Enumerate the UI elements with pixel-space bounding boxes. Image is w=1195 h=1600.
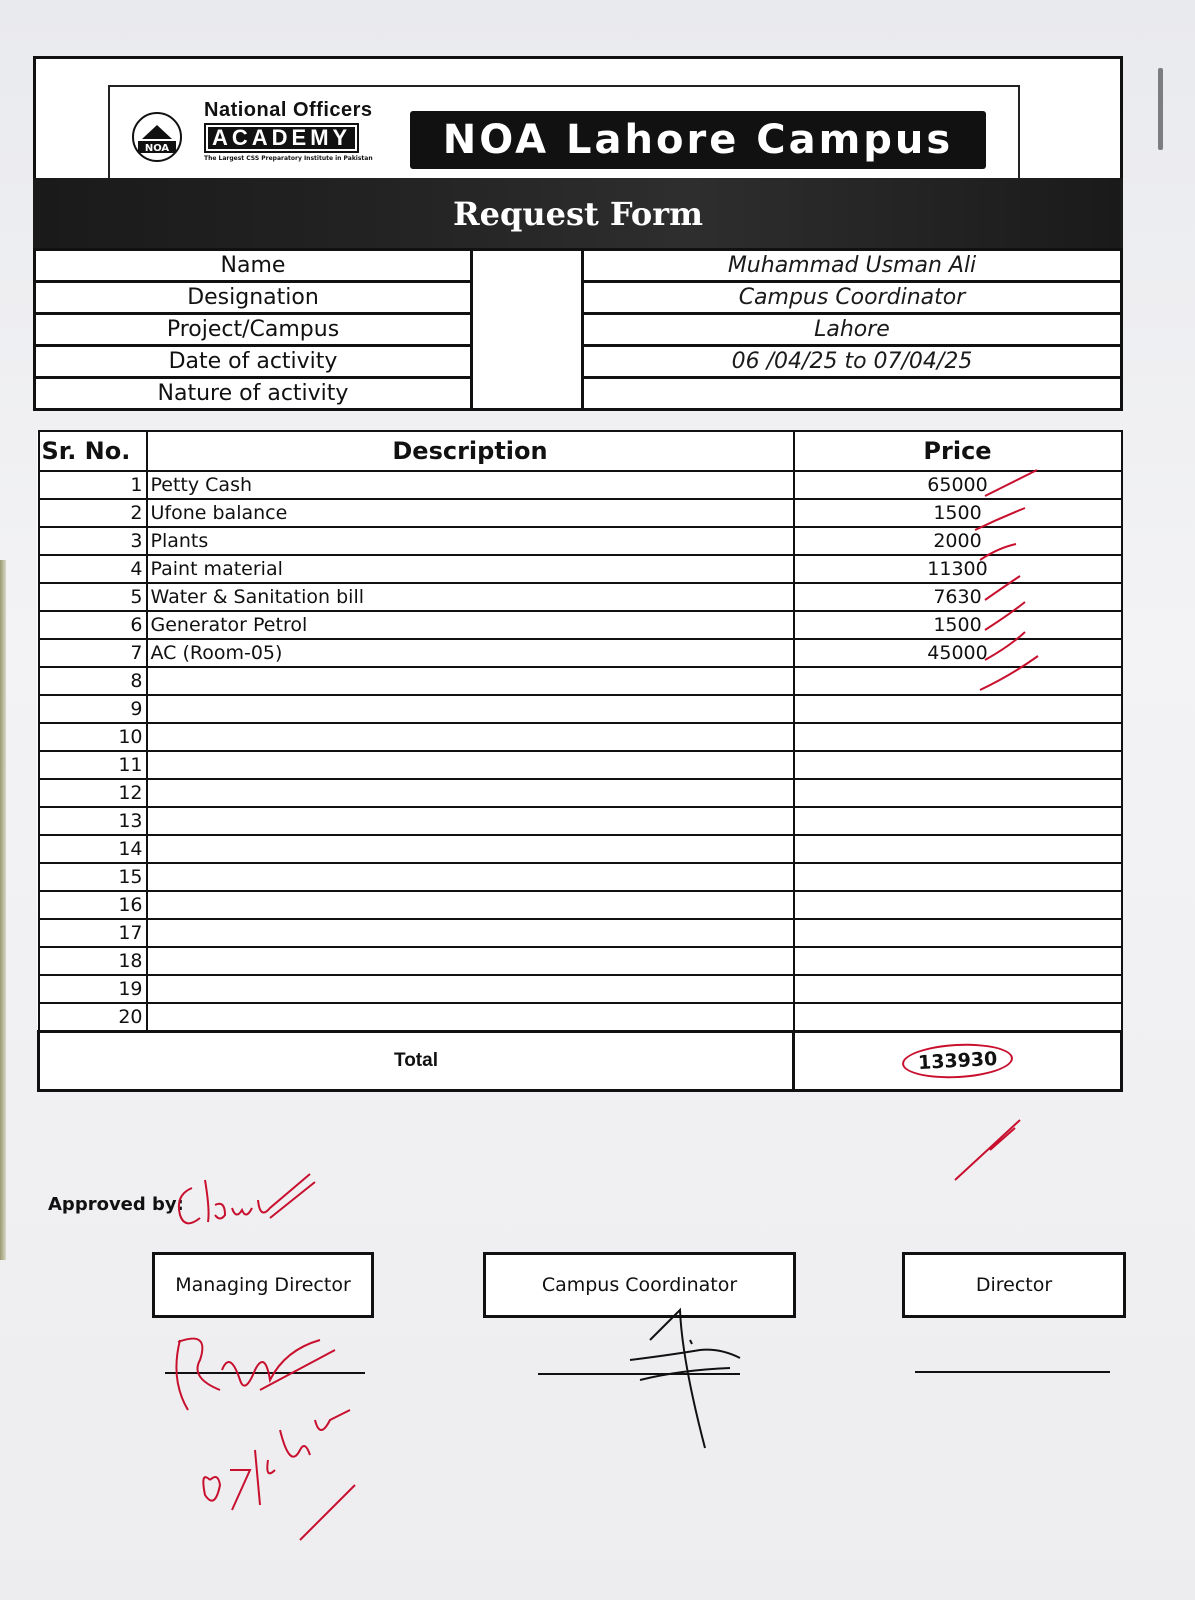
table-row — [39, 723, 1122, 751]
row-description: Petty Cash — [147, 471, 794, 499]
noa-emblem-icon — [122, 105, 192, 165]
table-row — [39, 639, 1122, 667]
row-sr-no: 1 — [39, 471, 147, 499]
items-table — [37, 430, 1123, 1092]
row-price: 45000 — [794, 639, 1122, 667]
row-sr-no: 15 — [39, 863, 147, 891]
info-label: Nature of activity — [35, 378, 472, 410]
table-row — [39, 779, 1122, 807]
row-description: Plants — [147, 527, 794, 555]
row-price — [794, 695, 1122, 723]
items-body — [39, 471, 1122, 1032]
row-sr-no: 11 — [39, 751, 147, 779]
row-sr-no: 2 — [39, 499, 147, 527]
approval-signature — [170, 1170, 320, 1250]
role-box-campus-coordinator: Campus Coordinator — [483, 1252, 796, 1318]
row-price — [794, 863, 1122, 891]
row-description — [147, 667, 794, 695]
total-cell — [794, 1032, 1122, 1091]
row-sr-no: 16 — [39, 891, 147, 919]
logo-tagline: The Largest CSS Preparatory Institute in Pakistan — [204, 155, 373, 162]
role-box-director: Director — [902, 1252, 1126, 1318]
row-price — [794, 723, 1122, 751]
row-description: Generator Petrol — [147, 611, 794, 639]
row-sr-no: 10 — [39, 723, 147, 751]
clipboard-clip — [1158, 68, 1163, 150]
row-price — [794, 779, 1122, 807]
info-value: Lahore — [583, 314, 1122, 346]
row-description — [147, 919, 794, 947]
row-sr-no: 20 — [39, 1003, 147, 1032]
total-value: 133930 — [901, 1041, 1014, 1081]
table-row — [39, 807, 1122, 835]
paper-edge — [0, 560, 6, 1260]
table-row — [39, 835, 1122, 863]
table-row — [39, 667, 1122, 695]
row-price: 11300 — [794, 555, 1122, 583]
header-description: Description — [147, 431, 794, 471]
table-row — [39, 863, 1122, 891]
info-value: 06 /04/25 to 07/04/25 — [583, 346, 1122, 378]
info-value — [583, 378, 1122, 410]
row-price — [794, 1003, 1122, 1032]
row-description — [147, 695, 794, 723]
form-title: Request Form — [453, 195, 703, 233]
row-price — [794, 947, 1122, 975]
row-sr-no: 3 — [39, 527, 147, 555]
row-description: Ufone balance — [147, 499, 794, 527]
row-description: Paint material — [147, 555, 794, 583]
row-price — [794, 835, 1122, 863]
row-price: 1500 — [794, 499, 1122, 527]
role-box-managing-director: Managing Director — [152, 1252, 374, 1318]
table-row — [39, 1003, 1122, 1032]
table-row — [39, 583, 1122, 611]
header-price: Price — [794, 431, 1122, 471]
info-label: Project/Campus — [35, 314, 472, 346]
info-label: Name — [35, 250, 472, 282]
total-row — [39, 1032, 1122, 1091]
row-description: Water & Sanitation bill — [147, 583, 794, 611]
row-sr-no: 4 — [39, 555, 147, 583]
row-price: 2000 — [794, 527, 1122, 555]
row-price: 65000 — [794, 471, 1122, 499]
table-row — [39, 555, 1122, 583]
table-row — [39, 919, 1122, 947]
table-row — [39, 891, 1122, 919]
row-sr-no: 17 — [39, 919, 147, 947]
md-signature — [160, 1320, 380, 1580]
row-sr-no: 5 — [39, 583, 147, 611]
row-description — [147, 779, 794, 807]
row-price — [794, 667, 1122, 695]
row-description — [147, 891, 794, 919]
table-row — [39, 527, 1122, 555]
signature-line-director — [915, 1371, 1110, 1373]
row-sr-no: 8 — [39, 667, 147, 695]
info-gap — [472, 250, 583, 410]
table-row — [39, 611, 1122, 639]
row-description — [147, 751, 794, 779]
row-sr-no: 9 — [39, 695, 147, 723]
row-description — [147, 1003, 794, 1032]
campus-title: NOA Lahore Campus — [410, 111, 986, 169]
row-description: AC (Room-05) — [147, 639, 794, 667]
row-description — [147, 723, 794, 751]
logo-banner — [108, 85, 1020, 185]
row-description — [147, 863, 794, 891]
logo-line2: ACADEMY — [204, 123, 359, 153]
row-sr-no: 19 — [39, 975, 147, 1003]
approved-by-label: Approved by: — [48, 1194, 184, 1215]
svg-text:NOA: NOA — [144, 143, 170, 154]
logo-text — [204, 99, 373, 162]
row-price — [794, 891, 1122, 919]
logo-line1: National Officers — [204, 99, 373, 121]
info-label: Designation — [35, 282, 472, 314]
row-sr-no: 13 — [39, 807, 147, 835]
info-label: Date of activity — [35, 346, 472, 378]
info-value: Muhammad Usman Ali — [583, 250, 1122, 282]
items-header-row — [39, 431, 1122, 471]
row-description — [147, 835, 794, 863]
form-title-bar — [33, 178, 1123, 250]
table-row — [39, 751, 1122, 779]
table-row — [39, 975, 1122, 1003]
row-sr-no: 12 — [39, 779, 147, 807]
row-price — [794, 919, 1122, 947]
table-row — [39, 947, 1122, 975]
row-price: 1500 — [794, 611, 1122, 639]
coordinator-signature — [600, 1300, 760, 1450]
row-description — [147, 947, 794, 975]
row-sr-no: 14 — [39, 835, 147, 863]
info-value: Campus Coordinator — [583, 282, 1122, 314]
row-sr-no: 7 — [39, 639, 147, 667]
row-sr-no: 18 — [39, 947, 147, 975]
table-row — [39, 471, 1122, 499]
info-table — [33, 248, 1123, 411]
info-row — [35, 250, 1122, 282]
table-row — [39, 499, 1122, 527]
header-sr-no: Sr. No. — [39, 431, 147, 471]
row-description — [147, 807, 794, 835]
total-label: Total — [39, 1032, 794, 1091]
row-description — [147, 975, 794, 1003]
row-price: 7630 — [794, 583, 1122, 611]
row-price — [794, 807, 1122, 835]
row-sr-no: 6 — [39, 611, 147, 639]
form-header — [33, 56, 1123, 185]
row-price — [794, 751, 1122, 779]
table-row — [39, 695, 1122, 723]
row-price — [794, 975, 1122, 1003]
tick-mark — [955, 1120, 1020, 1180]
